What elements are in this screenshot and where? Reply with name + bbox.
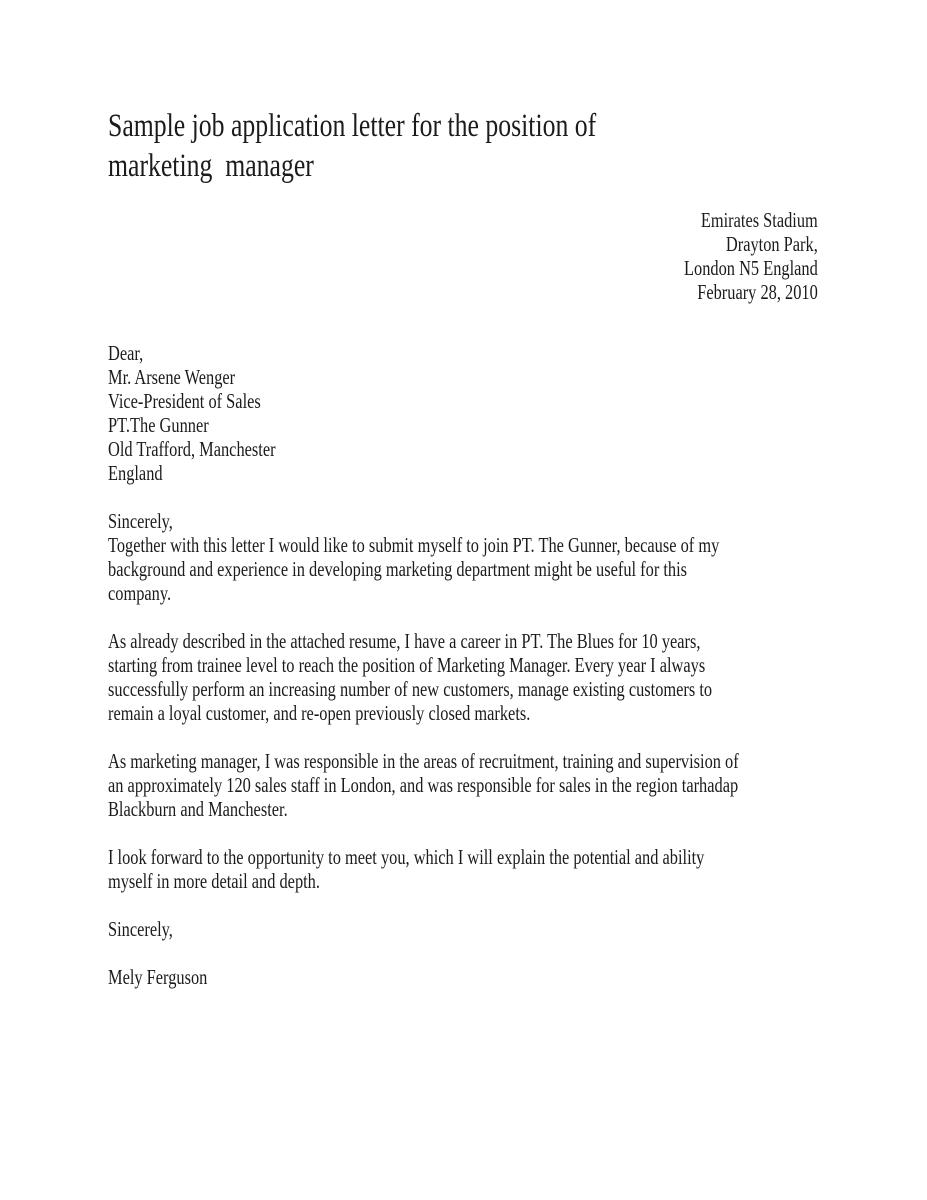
letter-title [108, 106, 818, 186]
recipient-line-address: Old Trafford, Manchester [108, 437, 276, 461]
sender-line-city: London N5 England [684, 256, 818, 280]
paragraph-2 [108, 629, 818, 725]
title-line-1: Sample job application letter for the position of [108, 108, 597, 144]
salutation-line: Sincerely, [108, 509, 173, 533]
paragraph-line: I look forward to the opportunity to meet you, which I will explain the potential and ability [108, 845, 705, 869]
paragraph-line: an approximately 120 sales staff in London, and was responsible for sales in the region tarhadap [108, 773, 739, 797]
paragraph-line: background and experience in developing marketing department might be useful for this [108, 557, 688, 581]
paragraph-line: myself in more detail and depth. [108, 869, 320, 893]
closing-line: Sincerely, [108, 917, 173, 941]
signature-name: Mely Ferguson [108, 965, 208, 989]
paragraph-line: Blackburn and Manchester. [108, 797, 288, 821]
paragraph-line: starting from trainee level to reach the position of Marketing Manager. Every year I always [108, 653, 706, 677]
paragraph-line: company. [108, 581, 172, 605]
recipient-line-name: Mr. Arsene Wenger [108, 365, 236, 389]
sender-line-street: Drayton Park, [725, 232, 818, 256]
recipient-address-block [108, 341, 818, 485]
paragraph-3 [108, 749, 818, 821]
recipient-line-dear: Dear, [108, 341, 144, 365]
paragraph-line: successfully perform an increasing number of new customers, manage existing customers to [108, 677, 713, 701]
recipient-line-company: PT.The Gunner [108, 413, 209, 437]
paragraph-line: As marketing manager, I was responsible in the areas of recruitment, training and supervision of [108, 749, 739, 773]
sender-address-block [108, 208, 818, 304]
paragraph-1 [108, 533, 818, 605]
paragraph-line: As already described in the attached resume, I have a career in PT. The Blues for 10 years, [108, 629, 701, 653]
recipient-line-role: Vice-President of Sales [108, 389, 261, 413]
paragraph-4 [108, 845, 818, 893]
sender-line-date: February 28, 2010 [697, 280, 818, 304]
title-line-2: marketing manager [108, 148, 314, 184]
paragraph-line: Together with this letter I would like to submit myself to join PT. The Gunner, because of my [108, 533, 720, 557]
recipient-line-country: England [108, 461, 163, 485]
paragraph-line: remain a loyal customer, and re-open previously closed markets. [108, 701, 531, 725]
sender-line-stadium: Emirates Stadium [700, 208, 818, 232]
letter-content [108, 106, 818, 989]
